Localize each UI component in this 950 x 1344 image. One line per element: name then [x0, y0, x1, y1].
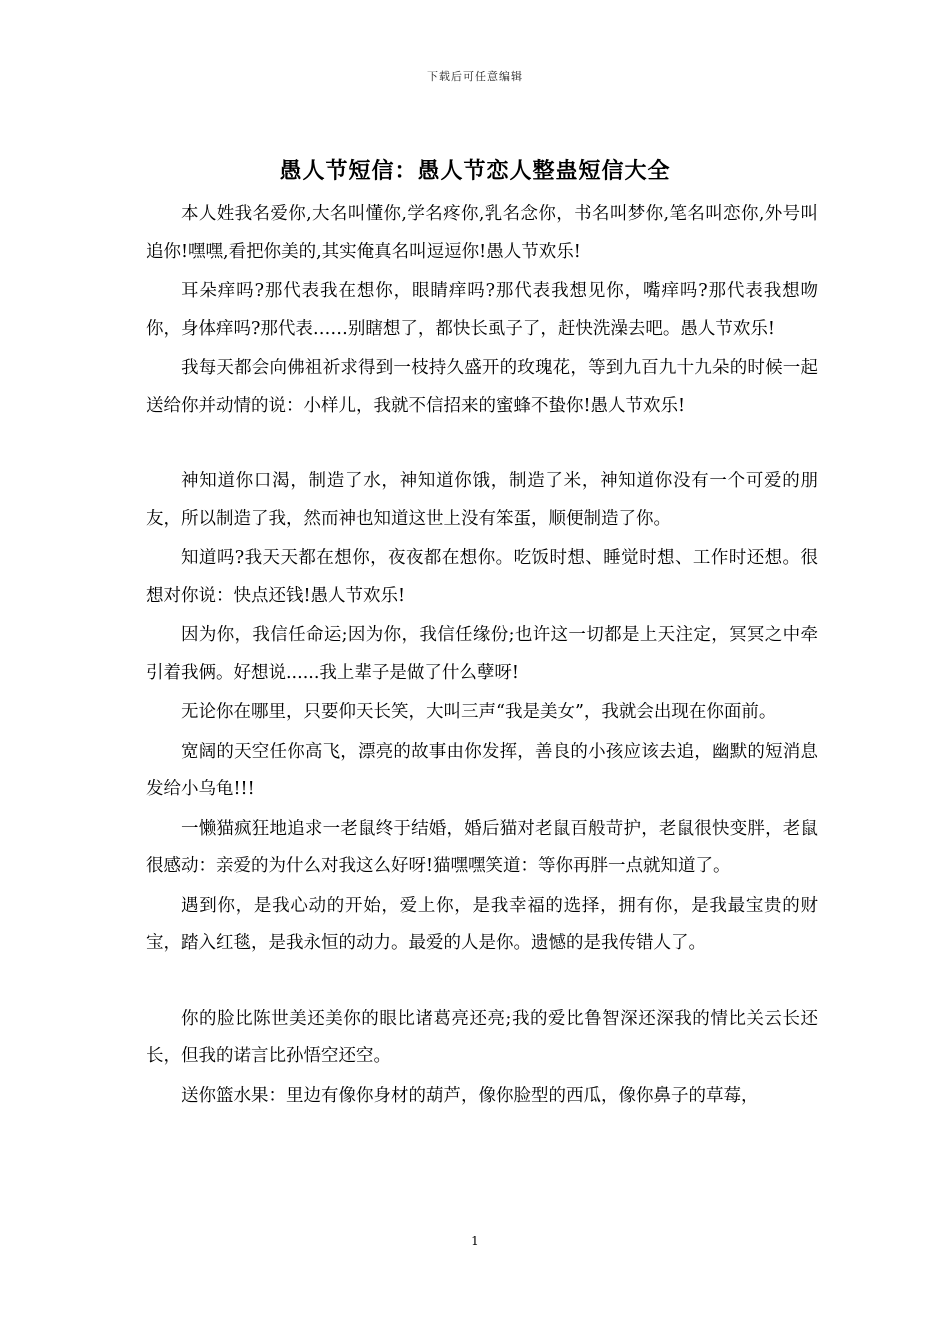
paragraph: 因为你，我信任命运;因为你，我信任缘份;也许这一切都是上天注定，冥冥之中牵引着我俩。好想说......我上辈子是做了什么孽呀!	[146, 625, 818, 683]
paragraph: 送你篮水果：里边有像你身材的葫芦，像你脸型的西瓜，像你鼻子的草莓，	[181, 1085, 759, 1106]
paragraph: 知道吗?我天天都在想你，夜夜都在想你。吃饭时想、睡觉时想、工作时还想。很想对你说：快点还钱!愚人节欢乐!	[146, 548, 818, 606]
paragraph-spacer	[146, 427, 818, 463]
paragraph: 我每天都会向佛祖祈求得到一枝持久盛开的玫瑰花，等到九百九十九朵的时候一起送给你并动情的说：小样儿，我就不信招来的蜜蜂不蛰你!愚人节欢乐!	[146, 358, 818, 416]
document-body	[146, 196, 818, 1117]
paragraph: 无论你在哪里，只要仰天长笑，大叫三声“我是美女”，我就会出现在你面前。	[181, 702, 777, 722]
paragraph: 遇到你，是我心动的开始，爱上你，是我幸福的选择，拥有你，是我最宝贵的财宝，踏入红毯，是我永恒的动力。最爱的人是你。遗憾的是我传错人了。	[146, 895, 818, 953]
page-number: 1	[471, 1234, 479, 1248]
paragraph: 本人姓我名爱你,大名叫懂你,学名疼你,乳名念你，书名叫梦你,笔名叫恋你,外号叫追你!嘿嘿,看把你美的,其实俺真名叫逗逗你!愚人节欢乐!	[146, 204, 818, 262]
paragraph: 一懒猫疯狂地追求一老鼠终于结婚，婚后猫对老鼠百般苛护，老鼠很快变胖，老鼠很感动：亲爱的为什么对我这么好呀!猫嘿嘿笑道：等你再胖一点就知道了。	[146, 818, 818, 876]
paragraph: 神知道你口渴，制造了水，神知道你饿，制造了米，神知道你没有一个可爱的朋友，所以制造了我，然而神也知道这世上没有笨蛋，顺便制造了你。	[146, 471, 818, 529]
page-header: 下载后可任意编辑	[427, 70, 523, 83]
paragraph: 耳朵痒吗?那代表我在想你，眼睛痒吗?那代表我想见你，嘴痒吗?那代表我想吻你，身体痒吗?那代表……别瞎想了，都快长虱子了，赶快洗澡去吧。愚人节欢乐!	[146, 281, 818, 339]
paragraph-spacer	[146, 965, 818, 1001]
document-title: 愚人节短信：愚人节恋人整蛊短信大全	[279, 158, 671, 184]
paragraph: 宽阔的天空任你高飞，漂亮的故事由你发挥，善良的小孩应该去追，幽默的短消息发给小乌龟!!!	[146, 741, 818, 799]
paragraph: 你的脸比陈世美还美你的眼比诸葛亮还亮;我的爱比鲁智深还深我的情比关云长还长，但我的诺言比孙悟空还空。	[146, 1008, 818, 1066]
